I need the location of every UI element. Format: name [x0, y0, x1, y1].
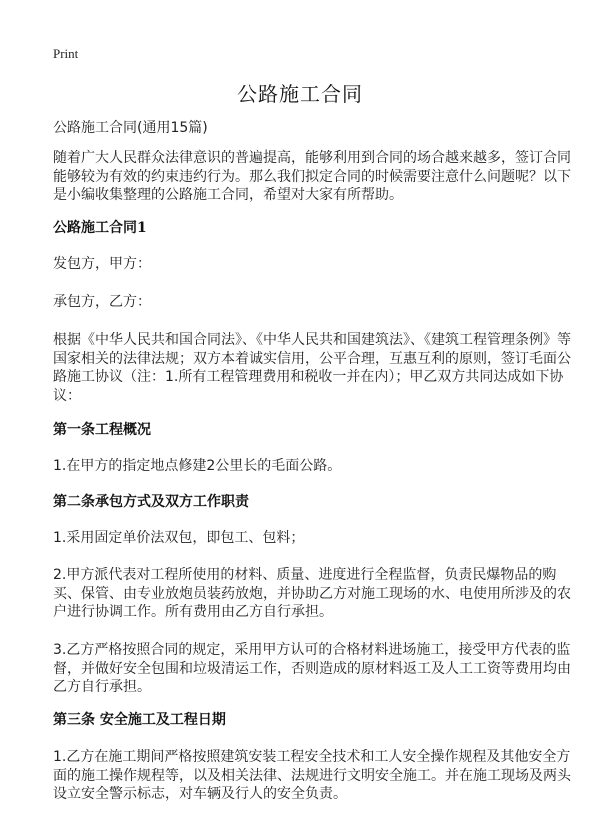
- section-heading-contract-1: 公路施工合同1: [53, 220, 147, 236]
- article-2-item-1: 1.采用固定单价法双包，即包工、包料；: [53, 530, 305, 546]
- article-2-item-3: 3.乙方严格按照合同的规定，采用甲方认可的合格材料进场施工，接受甲方代表的监督，并做好安全包围和垃圾清运工作，否则造成的原材料返工及人工工资等费用均由乙方自行承担。: [53, 642, 571, 695]
- intro-paragraph: 随着广大人民群众法律意识的普遍提高，能够利用到合同的场合越来越多，签订合同能够较为有效的约束违约行为。那么我们拟定合同的时候需要注意什么问题呢？以下是小编收集整理的公路施工合同，希望对大家有所帮助。: [53, 150, 571, 203]
- print-link[interactable]: Print: [53, 46, 79, 61]
- article-2-item-2: 2.甲方派代表对工程所使用的材料、质量、进度进行全程监督，负责民爆物品的购买、保管、由专业放炮员装药放炮，并协助乙方对施工现场的水、电使用所涉及的农户进行协调工作。所有费用由乙方自行承担。: [53, 567, 571, 620]
- document-subtitle: 公路施工合同(通用15篇): [53, 120, 208, 136]
- preamble-paragraph: 根据《中华人民共和国合同法》、《中华人民共和国建筑法》、《建筑工程管理条例》等国家相关的法律法规；双方本着诚实信用，公平合理，互惠互利的原则，签订毛面公路施工协议（注：1.所有工程管理费用和税收一并在内）；甲乙双方共同达成如下协议：: [53, 332, 571, 404]
- article-1-item-1: 1.在甲方的指定地点修建2公里长的毛面公路。: [53, 458, 342, 474]
- article-2-heading: 第二条承包方式及双方工作职责: [53, 494, 249, 510]
- party-a-line: 发包方，甲方：: [53, 256, 151, 272]
- article-1-heading: 第一条工程概况: [53, 422, 151, 438]
- party-b-line: 承包方，乙方：: [53, 294, 151, 310]
- page-title: 公路施工合同: [237, 82, 363, 106]
- article-3-heading: 第三条 安全施工及工程日期: [53, 712, 226, 728]
- article-3-item-1: 1.乙方在施工期间严格按照建筑安装工程安全技术和工人安全操作规程及其他安全方面的施工操作规程等，以及相关法律、法规进行文明安全施工。并在施工现场及两头设立安全警示标志，对车辆及行人的安全负责。: [53, 749, 571, 802]
